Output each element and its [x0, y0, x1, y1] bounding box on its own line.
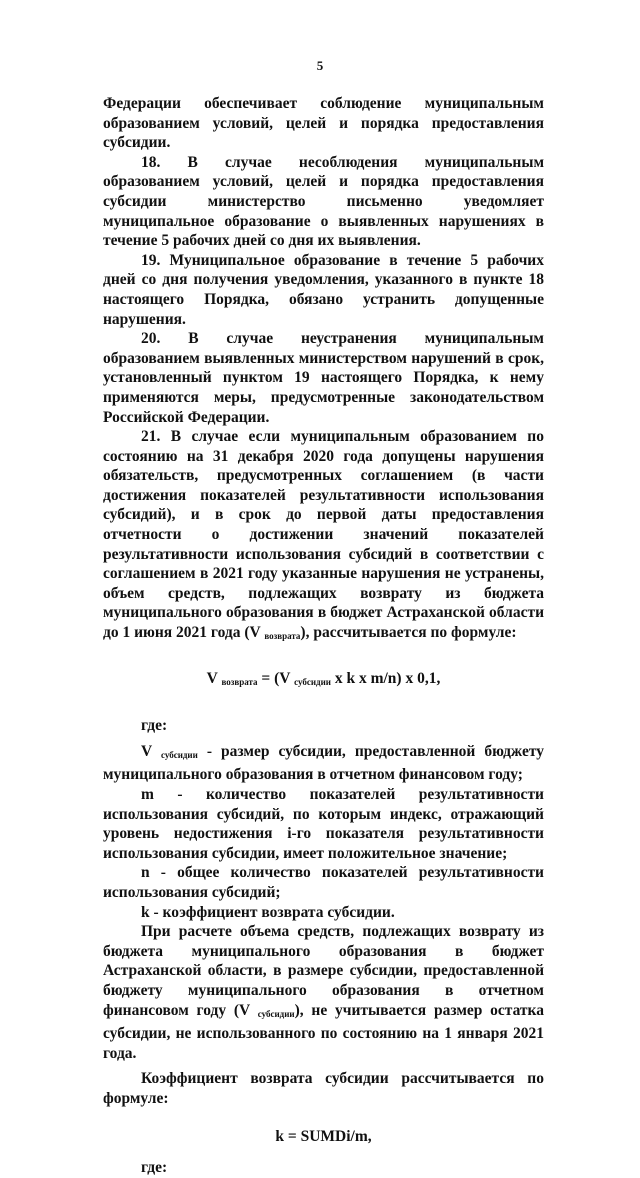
paragraph-21-tail: ), рассчитывается по формуле:	[300, 624, 517, 642]
formula-subsidy-subscript: субсидии	[294, 676, 331, 687]
formula-eq: = (V	[257, 669, 295, 687]
paragraph-21-text: 21. В случае если муниципальным образованием по состоянию на 31 декабря 2020 года допущены нарушения обязательств, предусмотренных соглашением (в части достижения показателей результативности использования субсидий), и в срок до первой даты предоставления отчетности о достижении значений показателей результативности использования субсидий в соответствии с соглашением в 2021 году указанные нарушения не устранены, объем средств, подлежащих возврату из бюджета муниципального образования в бюджет Астраханской области до 1 июня 2021 года (V	[103, 428, 544, 642]
paragraph-20: 20. В случае неустранения муниципальным образованием выявленных министерством нарушений в срок, установленный пунктом 19 настоящего Порядка, к нему применяются меры, предусмотренные законодательством Российской Федерации.	[103, 330, 544, 426]
formula-rest: x k x m/n) x 0,1,	[330, 669, 441, 687]
calculation-text: При расчете объема средств, подлежащих возврату из бюджета муниципального образования в бюджет Астраханской области, в размере субсидии, предоставленной бюджету муниципального образования в отчетном финансовом году (V	[103, 923, 544, 1019]
calculation-tail: ), не учитывается размер остатка субсидии, не использованного по состоянию на 1 января 2021 года.	[103, 1001, 544, 1062]
definition-m: m - количество показателей результативности использования субсидий, по которым индекс, отражающий уровень недостижения i-го показателя результативности использования субсидии, имеет положительное значение;	[103, 786, 544, 862]
where-label-1: где:	[141, 717, 168, 735]
document-body	[103, 94, 544, 1178]
where-label-2: где:	[141, 1159, 168, 1177]
formula-return-volume	[103, 669, 544, 693]
definition-k: k - коэффициент возврата субсидии.	[141, 903, 395, 921]
coefficient-intro: Коэффициент возврата субсидии рассчитывается по формуле:	[103, 1070, 544, 1107]
paragraph-continuation: Федерации обеспечивает соблюдение муниципальным образованием условий, целей и порядка предоставления субсидии.	[103, 95, 544, 152]
formula-coefficient: k = SUMDi/m,	[275, 1127, 372, 1145]
paragraph-18: 18. В случае несоблюдения муниципальным образованием условий, целей и порядка предоставления субсидии министерство письменно уведомляет муниципальное образование о выявленных нарушениях в течение 5 рабочих дней со дня их выявления.	[103, 153, 544, 250]
formula-v: V	[206, 669, 222, 687]
paragraph-19: 19. Муниципальное образование в течение 5 рабочих дней со дня получения уведомления, указанного в пункте 18 настоящего Порядка, обязано устранить допущенные нарушения.	[103, 251, 544, 328]
paragraph-21	[103, 427, 544, 647]
definition-v-subscript: субсидии	[160, 749, 198, 760]
definition-n: n - общее количество показателей результативности использования субсидий;	[103, 864, 544, 901]
formula-v-subscript: возврата	[221, 676, 258, 687]
definition-v-text: - размер субсидии, предоставленной бюджету муниципального образования в отчетном финансовом году;	[103, 742, 544, 784]
calculation-subscript: субсидии	[257, 1008, 295, 1019]
definition-v-subsidy	[103, 742, 544, 785]
page-number: 5	[316, 58, 324, 73]
paragraph-calculation	[103, 922, 544, 1063]
paragraph-21-subscript: возврата	[264, 631, 301, 642]
definition-v-letter: V	[141, 742, 161, 760]
